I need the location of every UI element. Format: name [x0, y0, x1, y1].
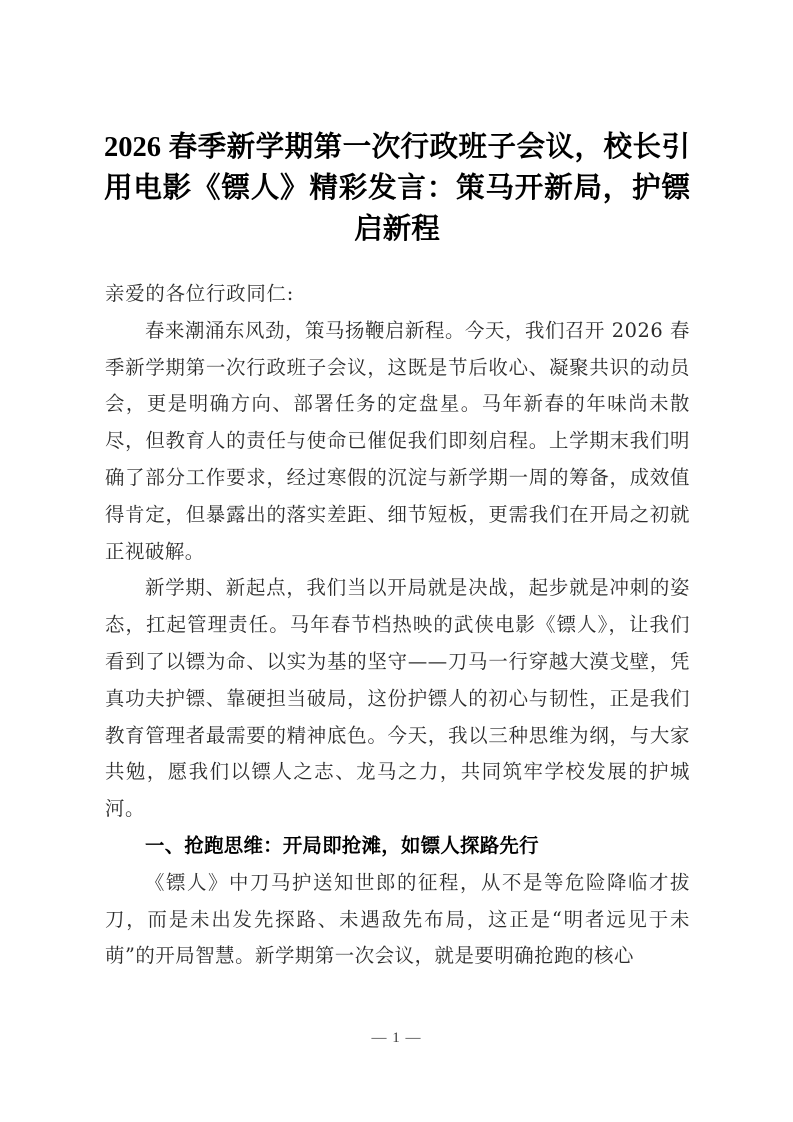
section-paragraph-1: 《镖人》中刀马护送知世郎的征程，从不是等危险降临才拔刀，而是未出发先探路、未遇敌先布局，这正是“明者远见于未萌”的开局智慧。新学期第一次会议，就是要明确抢跑的核心	[105, 870, 690, 968]
body-paragraph-2: 新学期、新起点，我们当以开局就是决战，起步就是冲刺的姿态，扛起管理责任。马年春节档热映的武侠电影《镖人》，让我们看到了以镖为命、以实为基的坚守——刀马一行穿越大漠戈壁，凭真功夫护镖、靠硬担当破局，这份护镖人的初心与韧性，正是我们教育管理者最需要的精神底色。今天，我以三种思维为纲，与大家共勉，愿我们以镖人之志、龙马之力，共同筑牢学校发展的护城河。	[105, 576, 690, 821]
document-body	[105, 276, 690, 975]
body-paragraph-1: 春来潮涌东风劲，策马扬鞭启新程。今天，我们召开 2026 春季新学期第一次行政班子会议，这既是节后收心、凝聚共识的动员会，更是明确方向、部署任务的定盘星。马年新春的年味尚未散尽，但教育人的责任与使命已催促我们即刻启程。上学期末我们明确了部分工作要求，经过寒假的沉淀与新学期一周的筹备，成效值得肯定，但暴露出的落实差距、细节短板，更需我们在开局之初就正视破解。	[105, 318, 690, 563]
page-number-footer: — 1 —	[371, 1030, 422, 1046]
salutation-line: 亲爱的各位行政同仁:	[105, 282, 295, 305]
page-title: 2026 春季新学期第一次行政班子会议，校长引用电影《镖人》精彩发言：策马开新局，护镖启新程	[104, 132, 690, 246]
section-heading-1: 一、抢跑思维：开局即抢滩，如镖人探路先行	[145, 834, 539, 857]
